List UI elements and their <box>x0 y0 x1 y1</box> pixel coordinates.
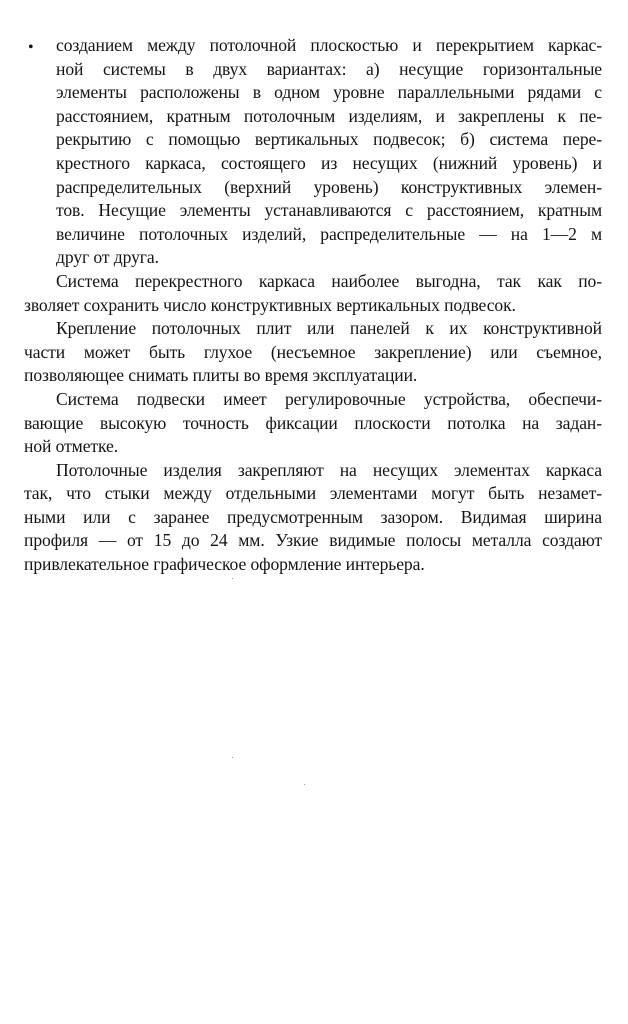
text-line: так, что стыки между отдельными элементами могут быть незамет- <box>24 483 602 504</box>
paragraph-cross-frame <box>24 270 602 317</box>
text-line: зволяет сохранить число конструктивных вертикальных подвесок. <box>24 294 516 315</box>
text-line: тов. Несущие элементы устанавливаются с расстоянием, кратным <box>56 200 602 221</box>
text-line: друг от друга. <box>56 247 159 268</box>
scan-speck <box>304 784 305 785</box>
text-line: части может быть глухое (несъемное закрепление) или съемное, <box>24 341 602 362</box>
paragraph-suspension <box>24 388 602 459</box>
scan-speck <box>232 757 233 758</box>
text-line: созданием между потолочной плоскостью и перекрытием каркас- <box>56 35 602 55</box>
text-line: Потолочные изделия закрепляют на несущих элементах каркаса <box>56 459 602 480</box>
paragraph-fastening <box>24 317 602 388</box>
text-line: рекрытию с помощью вертикальных подвесок; б) система пере- <box>56 129 602 150</box>
text-line: величине потолочных изделий, распределительные — на 1—2 м <box>56 223 602 244</box>
text-line: профиля — от 15 до 24 мм. Узкие видимые полосы металла создают <box>24 530 602 551</box>
bullet-marker: • <box>28 39 34 56</box>
paragraph-ceiling-products <box>24 459 602 577</box>
text-line: крестного каркаса, состоящего из несущих (нижний уровень) и <box>56 152 602 173</box>
text-line: Крепление потолочных плит или панелей к их конструктивной <box>56 318 602 339</box>
text-line: ными или с заранее предусмотренным зазором. Видимая ширина <box>24 506 602 527</box>
text-line: расстоянием, кратным потолочным изделиям, и закреплены к пе- <box>56 105 602 126</box>
text-line: позволяющее снимать плиты во время эксплуатации. <box>24 365 418 386</box>
text-line: Система перекрестного каркаса наиболее выгодна, так как по- <box>56 270 602 291</box>
text-line: элементы расположены в одном уровне параллельными рядами с <box>56 82 602 103</box>
scan-speck <box>232 578 233 579</box>
text-line: ной отметке. <box>24 436 119 457</box>
text-line: распределительных (верхний уровень) конструктивных элемен- <box>56 176 602 197</box>
text-line: привлекательное графическое оформление интерьера. <box>24 554 425 575</box>
body-text <box>24 34 602 577</box>
text-line: ной системы в двух вариантах: а) несущие горизонтальные <box>56 58 602 79</box>
text-line: Система подвески имеет регулировочные устройства, обеспечи- <box>56 388 602 409</box>
text-line: вающие высокую точность фиксации плоскости потолка на задан- <box>24 412 602 433</box>
bullet-paragraph <box>24 34 602 270</box>
